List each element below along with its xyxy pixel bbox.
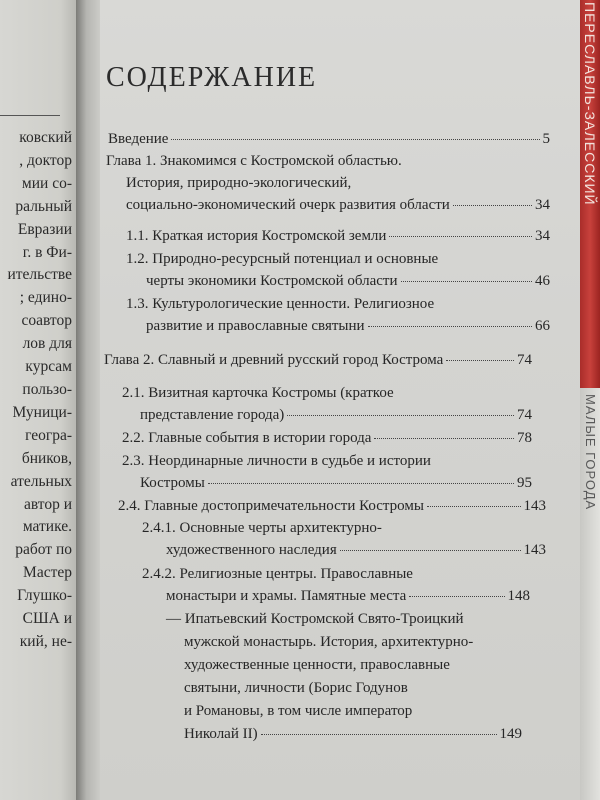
toc-page-number: 74 — [517, 352, 532, 368]
toc-entry-2-2 — [122, 430, 532, 447]
leader-dots — [389, 236, 532, 237]
toc-entry-ipatiev — [184, 726, 522, 743]
toc-label: художественного наследия — [166, 542, 337, 558]
red-spine-band — [580, 0, 600, 800]
toc-entry-2-3 — [140, 475, 532, 492]
left-line: ковский — [19, 129, 72, 146]
left-line: Муници- — [12, 403, 72, 421]
toc-entry-chapter-2 — [104, 352, 532, 369]
left-line: США и — [22, 610, 72, 628]
left-line: кий, не- — [19, 632, 72, 650]
left-page-rule — [0, 115, 60, 116]
spine-text-bottom: МАЛЫЕ ГОРОДА — [583, 394, 598, 511]
leader-dots — [446, 360, 514, 361]
toc-page-number: 34 — [535, 228, 550, 244]
toc-entry-2-4-2 — [166, 588, 530, 605]
toc-entry-2-4-1 — [166, 542, 546, 559]
leader-dots — [368, 326, 532, 327]
toc-section-2-4-2-title: 2.4.2. Религиозные центры. Православные — [142, 566, 413, 582]
toc-page-number: 34 — [535, 197, 550, 213]
left-line: Евразии — [17, 220, 72, 238]
toc-section-2-4-1-title: 2.4.1. Основные черты архитектурно- — [142, 520, 382, 536]
leader-dots — [287, 415, 514, 416]
toc-entry-2-4 — [118, 498, 546, 515]
toc-label: представление города) — [140, 407, 285, 423]
toc-label: социально-экономический очерк развития области — [126, 197, 450, 213]
toc-page-number: 66 — [535, 318, 550, 334]
toc-label: Николай II) — [184, 726, 258, 742]
leader-dots — [171, 139, 539, 140]
left-line: автор и — [23, 495, 72, 513]
left-line: ральный — [15, 197, 72, 215]
toc-page-number: 74 — [517, 407, 532, 423]
toc-subsection-ipatiev-line: мужской монастырь. История, архитектурно- — [184, 634, 474, 650]
toc-page-number: 78 — [517, 430, 532, 446]
leader-dots — [409, 596, 504, 597]
left-line: Глушко- — [17, 587, 72, 605]
left-line: курсам — [25, 358, 72, 376]
leader-dots — [208, 483, 514, 484]
leader-dots — [340, 550, 521, 551]
left-line: г. в Фи- — [22, 243, 72, 261]
toc-page-number: 143 — [523, 542, 546, 558]
toc-page-number: 46 — [535, 273, 550, 289]
toc-entry-1-3 — [146, 318, 550, 335]
left-line: матике. — [22, 518, 72, 536]
leader-dots — [261, 734, 497, 735]
left-line: работ по — [15, 541, 72, 559]
toc-entry-intro — [108, 131, 550, 148]
toc-label: 2.2. Главные события в истории города — [122, 430, 372, 446]
left-line: соавтор — [21, 312, 72, 330]
spine-text-top: ПЕРЕСЛАВЛЬ-ЗАЛЕССКИЙ — [582, 2, 598, 206]
left-line: бников, — [21, 449, 72, 467]
toc-page-number: 5 — [542, 131, 550, 147]
left-line: ; едино- — [19, 289, 72, 307]
leader-dots — [374, 438, 514, 439]
toc-label: монастыри и храмы. Памятные места — [166, 588, 407, 604]
left-line: пользо- — [22, 380, 72, 398]
toc-label: Введение — [108, 131, 169, 147]
toc-subsection-ipatiev-line: и Романовы, в том числе император — [184, 703, 413, 719]
toc-section-2-3-title: 2.3. Неординарные личности в судьбе и истории — [122, 453, 431, 469]
toc-chapter-1-line: История, природно-экологический, — [126, 175, 352, 191]
toc-section-2-1-title: 2.1. Визитная карточка Костромы (краткое — [122, 385, 394, 401]
left-line: Мастер — [23, 564, 72, 582]
left-line: геогра- — [25, 426, 72, 444]
book-gutter — [76, 0, 102, 800]
left-line: мии со- — [21, 174, 72, 192]
toc-page-number: 95 — [517, 475, 532, 491]
toc-page-number: 148 — [507, 588, 530, 604]
toc-chapter-1-title: Глава 1. Знакомимся с Костромской областью. — [106, 153, 402, 169]
toc-section-1-2-title: 1.2. Природно-ресурсный потенциал и основные — [126, 251, 439, 267]
toc-subsection-ipatiev-line: художественные ценности, православные — [184, 657, 450, 673]
toc-label: черты экономики Костромской области — [146, 273, 398, 289]
toc-label: 2.4. Главные достопримечательности Костромы — [118, 498, 424, 514]
contents-page — [100, 0, 580, 800]
toc-entry-2-1 — [140, 407, 532, 424]
leader-dots — [453, 205, 532, 206]
toc-label: развитие и православные святыни — [146, 318, 365, 334]
toc-label: Костромы — [140, 475, 205, 491]
left-line: ительстве — [7, 266, 72, 284]
toc-page-number: 143 — [523, 498, 546, 514]
left-line: лов для — [22, 335, 72, 353]
toc-entry-chapter-1 — [126, 197, 550, 214]
leader-dots — [401, 281, 532, 282]
left-facing-page — [0, 0, 76, 800]
page-title: СОДЕРЖАНИЕ — [106, 62, 318, 93]
toc-label: 1.1. Краткая история Костромской земли — [126, 228, 387, 244]
toc-entry-1-2 — [146, 273, 550, 290]
left-line: , доктор — [19, 151, 72, 169]
toc-page-number: 149 — [499, 726, 522, 742]
leader-dots — [427, 506, 521, 507]
toc-subsection-ipatiev-line: святыни, личности (Борис Годунов — [184, 680, 408, 696]
left-page-text — [0, 127, 72, 654]
toc-entry-1-1 — [126, 228, 550, 245]
toc-label: Глава 2. Славный и древний русский город Кострома — [104, 352, 444, 368]
toc-subsection-ipatiev-title: — Ипатьевский Костромской Свято-Троицкий — [166, 611, 464, 627]
left-line: ательных — [10, 472, 72, 490]
toc-section-1-3-title: 1.3. Культурологические ценности. Религиозное — [126, 296, 435, 312]
